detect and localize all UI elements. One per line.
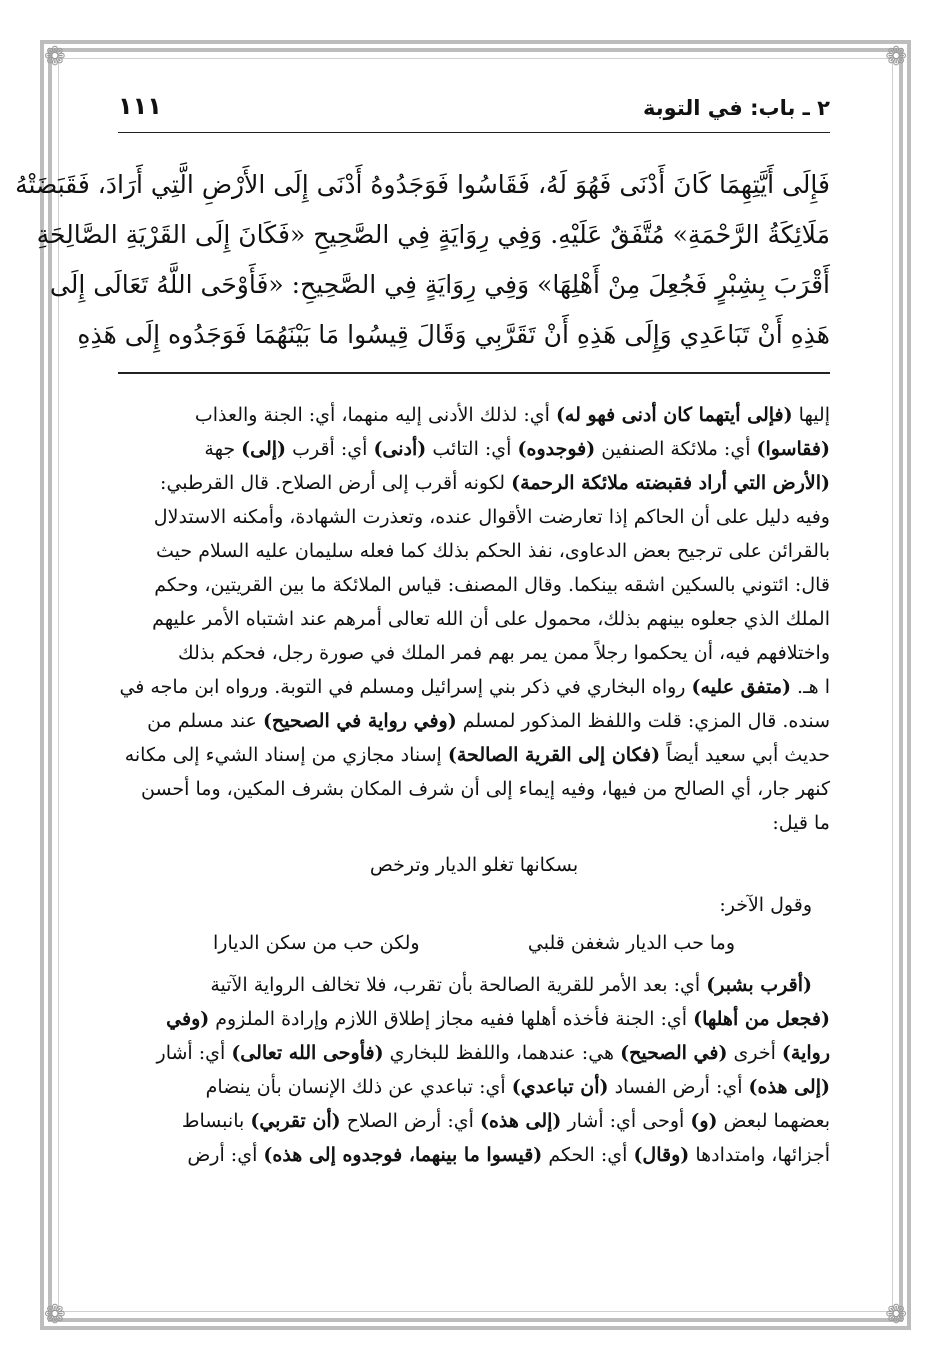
commentary-line: بالقرائن على ترجيح بعض الدعاوى، نفذ الحكم بذلك كما فعله سليمان عليه السلام حيث <box>156 540 830 562</box>
verse-hemistich-first: وما حب الديار شغفن قلبي <box>527 932 735 954</box>
commentary-line: ما قيل: <box>772 812 830 834</box>
commentary-line: (فجعل من أهلها) أي: الجنة فأخذه أهلها ففيه مجاز إطلاق اللازم وإرادة الملزوم (وفي <box>166 1008 830 1030</box>
commentary-line: كنهر جار، أي الصالح من فيها، وفيه إيماء إلى أن شرف المكان بشرف المكين، وما أحسن <box>141 778 830 800</box>
commentary-line: ا هـ. (متفق عليه) رواه البخاري في ذكر بني إسرائيل ومسلم في التوبة. ورواه ابن ماجه في <box>119 676 830 698</box>
commentary-line: (إلى هذه) أي: أرض الفساد (أن تباعدي) أي: تباعدي عن ذلك الإنسان بأن ينضام <box>205 1076 830 1098</box>
corner-ornament-icon: ❁ <box>885 1300 907 1330</box>
verse-intro: وقول الآخر: <box>719 894 812 916</box>
text-divider <box>118 372 830 374</box>
page-header <box>118 92 830 126</box>
hadith-line: أَقْرَبَ بِشِبْرٍ فَجُعِلَ مِنْ أَهْلِهَا» وَفِي رِوَايَةٍ فِي الصَّحِيحِ: «فَأَوْحَى اللَّهُ تَعَالَى إِلَى <box>49 270 830 299</box>
corner-ornament-icon: ❁ <box>44 42 66 72</box>
commentary-line: (أقرب بشبر) أي: بعد الأمر للقرية الصالحة بأن تقرب، فلا تخالف الرواية الآتية <box>210 974 812 996</box>
hadith-text <box>15 160 830 360</box>
commentary-line: أجزائها، وامتدادها (وقال) أي: الحكم (قيسوا ما بينهما، فوجدوه إلى هذه) أي: أرض <box>187 1144 830 1166</box>
verse-couplet <box>118 926 830 960</box>
commentary-line: قال: ائتوني بالسكين اشقه بينكما. وقال المصنف: قياس الملائكة ما بين القريتين، وحكم <box>154 574 830 596</box>
hadith-line: فَإِلَى أَيَّتِهِمَا كَانَ أَدْنَى فَهُوَ لَهُ، فَقَاسُوا فَوَجَدُوهُ أَدْنَى إِلَى الأَرْضِ الَّتِي أَرَادَ، فَقَبَضَتْهُ <box>15 170 830 199</box>
commentary-line: الملك الذي جعلوه بينهم بذلك، محمول على أن الله تعالى أمرهم عند اشتباه الأمر عليهم <box>152 608 830 630</box>
commentary-line: وفيه دليل على أن الحاكم إذا تعارضت الأقوال عنده، وتعذرت الشهادة، وأمكنه الاستدلال <box>153 506 830 528</box>
hadith-line: مَلَائِكَةُ الرَّحْمَةِ» مُتَّفَقٌ عَلَيْهِ. وَفِي رِوَايَةٍ فِي الصَّحِيحِ «فَكَانَ إِلَى القَرْيَةِ الصَّالِحَةِ <box>36 220 830 249</box>
verse-line: بسكانها تغلو الديار وترخص <box>369 854 579 876</box>
commentary-line: رواية) أخرى (في الصحيح) هي: عندهما، واللفظ للبخاري (فأوحى الله تعالى) أي: أشار <box>156 1042 830 1064</box>
header-rule <box>118 132 830 133</box>
verse-hemistich-second: ولكن حب من سكن الديارا <box>213 932 420 954</box>
corner-ornament-icon: ❁ <box>44 1300 66 1330</box>
commentary-line: (فقاسوا) أي: ملائكة الصنفين (فوجدوه) أي: التائب (أدنى) أي: أقرب (إلى) جهة <box>204 438 830 460</box>
commentary-line: واختلافهم فيه، أن يحكموا رجلاً ممن يمر بهم فمر الملك في صورة رجل، فحكم بذلك <box>177 642 830 664</box>
hadith-line: هَذِهِ أَنْ تَبَاعَدِي وَإِلَى هَذِهِ أَنْ تَقَرَّبِي وَقَالَ قِيسُوا مَا بَيْنَهُمَا فَوَجَدُوه إِلَى هَذِهِ <box>77 320 830 349</box>
page-number: ١١١ <box>118 92 162 120</box>
commentary-line: (الأرض التي أراد فقبضته ملائكة الرحمة) لكونه أقرب إلى أرض الصلاح. قال القرطبي: <box>160 472 830 494</box>
corner-ornament-icon: ❁ <box>885 42 907 72</box>
commentary-line: حديث أبي سعيد أيضاً (فكان إلى القرية الصالحة) إسناد مجازي من إسناد الشيء إلى مكانه <box>124 744 830 766</box>
commentary-line: إليها (فإلى أيتهما كان أدنى فهو له) أي: لذلك الأدنى إليه منهما، أي: الجنة والعذاب <box>194 404 830 426</box>
running-title: ٢ ـ باب: في التوبة <box>643 96 830 120</box>
commentary-line: سنده. قال المزي: قلت واللفظ المذكور لمسلم (وفي رواية في الصحيح) عند مسلم من <box>147 710 830 732</box>
commentary-text <box>118 398 830 1172</box>
commentary-line: بعضهما لبعض (و) أوحى أي: أشار (إلى هذه) أي: أرض الصلاح (أن تقربي) بانبساط <box>181 1110 830 1132</box>
